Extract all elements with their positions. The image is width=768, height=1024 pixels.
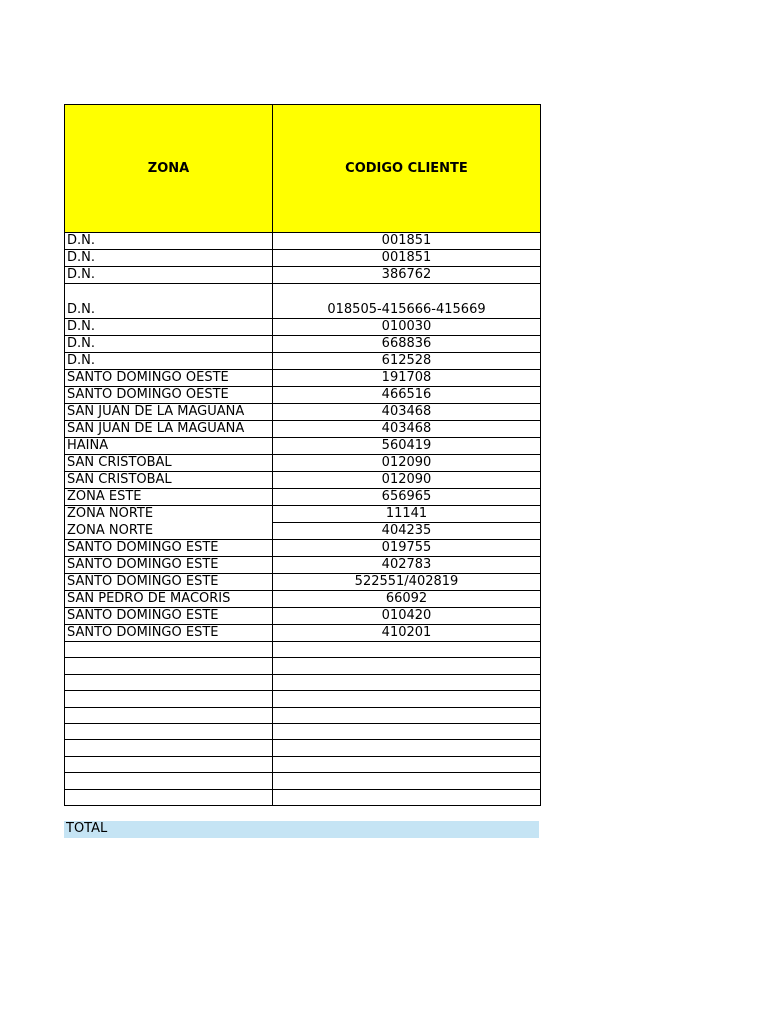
cell-codigo-cliente[interactable]: 191708 [273, 370, 541, 387]
client-zone-table [64, 104, 541, 806]
table-row [65, 421, 541, 438]
table-row [65, 523, 541, 540]
cell-zona[interactable]: ZONA NORTE [65, 523, 273, 540]
table-row [65, 404, 541, 421]
cell-codigo-cliente[interactable]: 012090 [273, 455, 541, 472]
cell-zona[interactable] [65, 674, 273, 690]
cell-codigo-cliente[interactable]: 386762 [273, 267, 541, 284]
table-row [65, 370, 541, 387]
cell-codigo-cliente[interactable] [273, 756, 541, 772]
table-row [65, 625, 541, 642]
cell-codigo-cliente[interactable] [273, 674, 541, 690]
cell-codigo-cliente[interactable] [273, 723, 541, 739]
cell-zona[interactable] [65, 756, 273, 772]
cell-codigo-cliente[interactable]: 001851 [273, 233, 541, 250]
table-row [65, 284, 541, 319]
cell-zona[interactable] [65, 773, 273, 789]
cell-codigo-cliente[interactable]: 001851 [273, 250, 541, 267]
cell-zona[interactable]: SANTO DOMINGO ESTE [65, 625, 273, 642]
table-row [65, 789, 541, 805]
cell-codigo-cliente[interactable]: 010030 [273, 319, 541, 336]
cell-zona[interactable] [65, 789, 273, 805]
cell-codigo-cliente[interactable]: 402783 [273, 557, 541, 574]
cell-codigo-cliente[interactable]: 11141 [273, 506, 541, 523]
table-row [65, 723, 541, 739]
table-row [65, 691, 541, 707]
cell-codigo-cliente[interactable]: 010420 [273, 608, 541, 625]
cell-codigo-cliente[interactable]: 018505-415666-415669 [273, 284, 541, 319]
cell-zona[interactable] [65, 642, 273, 658]
cell-codigo-cliente[interactable] [273, 691, 541, 707]
cell-zona[interactable] [65, 740, 273, 756]
cell-zona[interactable]: SANTO DOMINGO ESTE [65, 540, 273, 557]
table-row [65, 250, 541, 267]
cell-zona[interactable]: SANTO DOMINGO ESTE [65, 574, 273, 591]
cell-zona[interactable]: SAN CRISTOBAL [65, 455, 273, 472]
table-row [65, 591, 541, 608]
table-row [65, 438, 541, 455]
cell-zona[interactable]: SAN CRISTOBAL [65, 472, 273, 489]
table-row [65, 319, 541, 336]
total-row: TOTAL [64, 821, 539, 838]
table-row [65, 707, 541, 723]
cell-codigo-cliente[interactable]: 019755 [273, 540, 541, 557]
cell-zona[interactable]: D.N. [65, 267, 273, 284]
table-row [65, 472, 541, 489]
cell-zona[interactable]: SANTO DOMINGO OESTE [65, 370, 273, 387]
cell-codigo-cliente[interactable]: 560419 [273, 438, 541, 455]
header-zona[interactable]: ZONA [65, 105, 273, 233]
table-row [65, 574, 541, 591]
cell-codigo-cliente[interactable]: 403468 [273, 421, 541, 438]
cell-codigo-cliente[interactable]: 66092 [273, 591, 541, 608]
cell-codigo-cliente[interactable] [273, 740, 541, 756]
header-row [65, 105, 541, 233]
cell-codigo-cliente[interactable] [273, 707, 541, 723]
cell-zona[interactable]: SAN PEDRO DE MACORIS [65, 591, 273, 608]
cell-zona[interactable]: D.N. [65, 250, 273, 267]
table-row [65, 387, 541, 404]
cell-zona[interactable]: D.N. [65, 353, 273, 370]
cell-codigo-cliente[interactable]: 012090 [273, 472, 541, 489]
table-row [65, 658, 541, 674]
cell-zona[interactable]: D.N. [65, 319, 273, 336]
cell-codigo-cliente[interactable] [273, 773, 541, 789]
table-row [65, 756, 541, 772]
header-codigo-cliente[interactable]: CODIGO CLIENTE [273, 105, 541, 233]
cell-zona[interactable]: SANTO DOMINGO ESTE [65, 557, 273, 574]
table-row [65, 540, 541, 557]
cell-codigo-cliente[interactable]: 404235 [273, 523, 541, 540]
cell-codigo-cliente[interactable] [273, 642, 541, 658]
cell-zona[interactable]: SAN JUAN DE LA MAGUANA [65, 421, 273, 438]
cell-zona[interactable] [65, 723, 273, 739]
cell-zona[interactable]: ZONA ESTE [65, 489, 273, 506]
cell-zona[interactable]: HAINA [65, 438, 273, 455]
cell-codigo-cliente[interactable]: 403468 [273, 404, 541, 421]
table-row [65, 506, 541, 523]
table-row [65, 489, 541, 506]
cell-zona[interactable]: D.N. [65, 233, 273, 250]
table-row [65, 353, 541, 370]
cell-zona[interactable]: ZONA NORTE [65, 506, 273, 523]
cell-codigo-cliente[interactable]: 656965 [273, 489, 541, 506]
cell-zona[interactable]: SAN JUAN DE LA MAGUANA [65, 404, 273, 421]
cell-codigo-cliente[interactable]: 466516 [273, 387, 541, 404]
table-row [65, 608, 541, 625]
table-row [65, 336, 541, 353]
cell-codigo-cliente[interactable] [273, 658, 541, 674]
cell-zona[interactable] [65, 691, 273, 707]
cell-codigo-cliente[interactable] [273, 789, 541, 805]
table-row [65, 267, 541, 284]
cell-zona[interactable]: D.N. [65, 284, 273, 319]
table-row [65, 773, 541, 789]
cell-codigo-cliente[interactable]: 668836 [273, 336, 541, 353]
table-row [65, 642, 541, 658]
table-row [65, 557, 541, 574]
cell-zona[interactable]: SANTO DOMINGO OESTE [65, 387, 273, 404]
cell-codigo-cliente[interactable]: 522551/402819 [273, 574, 541, 591]
table-row [65, 455, 541, 472]
cell-zona[interactable]: SANTO DOMINGO ESTE [65, 608, 273, 625]
table-row [65, 740, 541, 756]
table-row [65, 233, 541, 250]
cell-zona[interactable] [65, 658, 273, 674]
table-row [65, 674, 541, 690]
cell-zona[interactable]: D.N. [65, 336, 273, 353]
cell-codigo-cliente[interactable]: 410201 [273, 625, 541, 642]
cell-zona[interactable] [65, 707, 273, 723]
cell-codigo-cliente[interactable]: 612528 [273, 353, 541, 370]
